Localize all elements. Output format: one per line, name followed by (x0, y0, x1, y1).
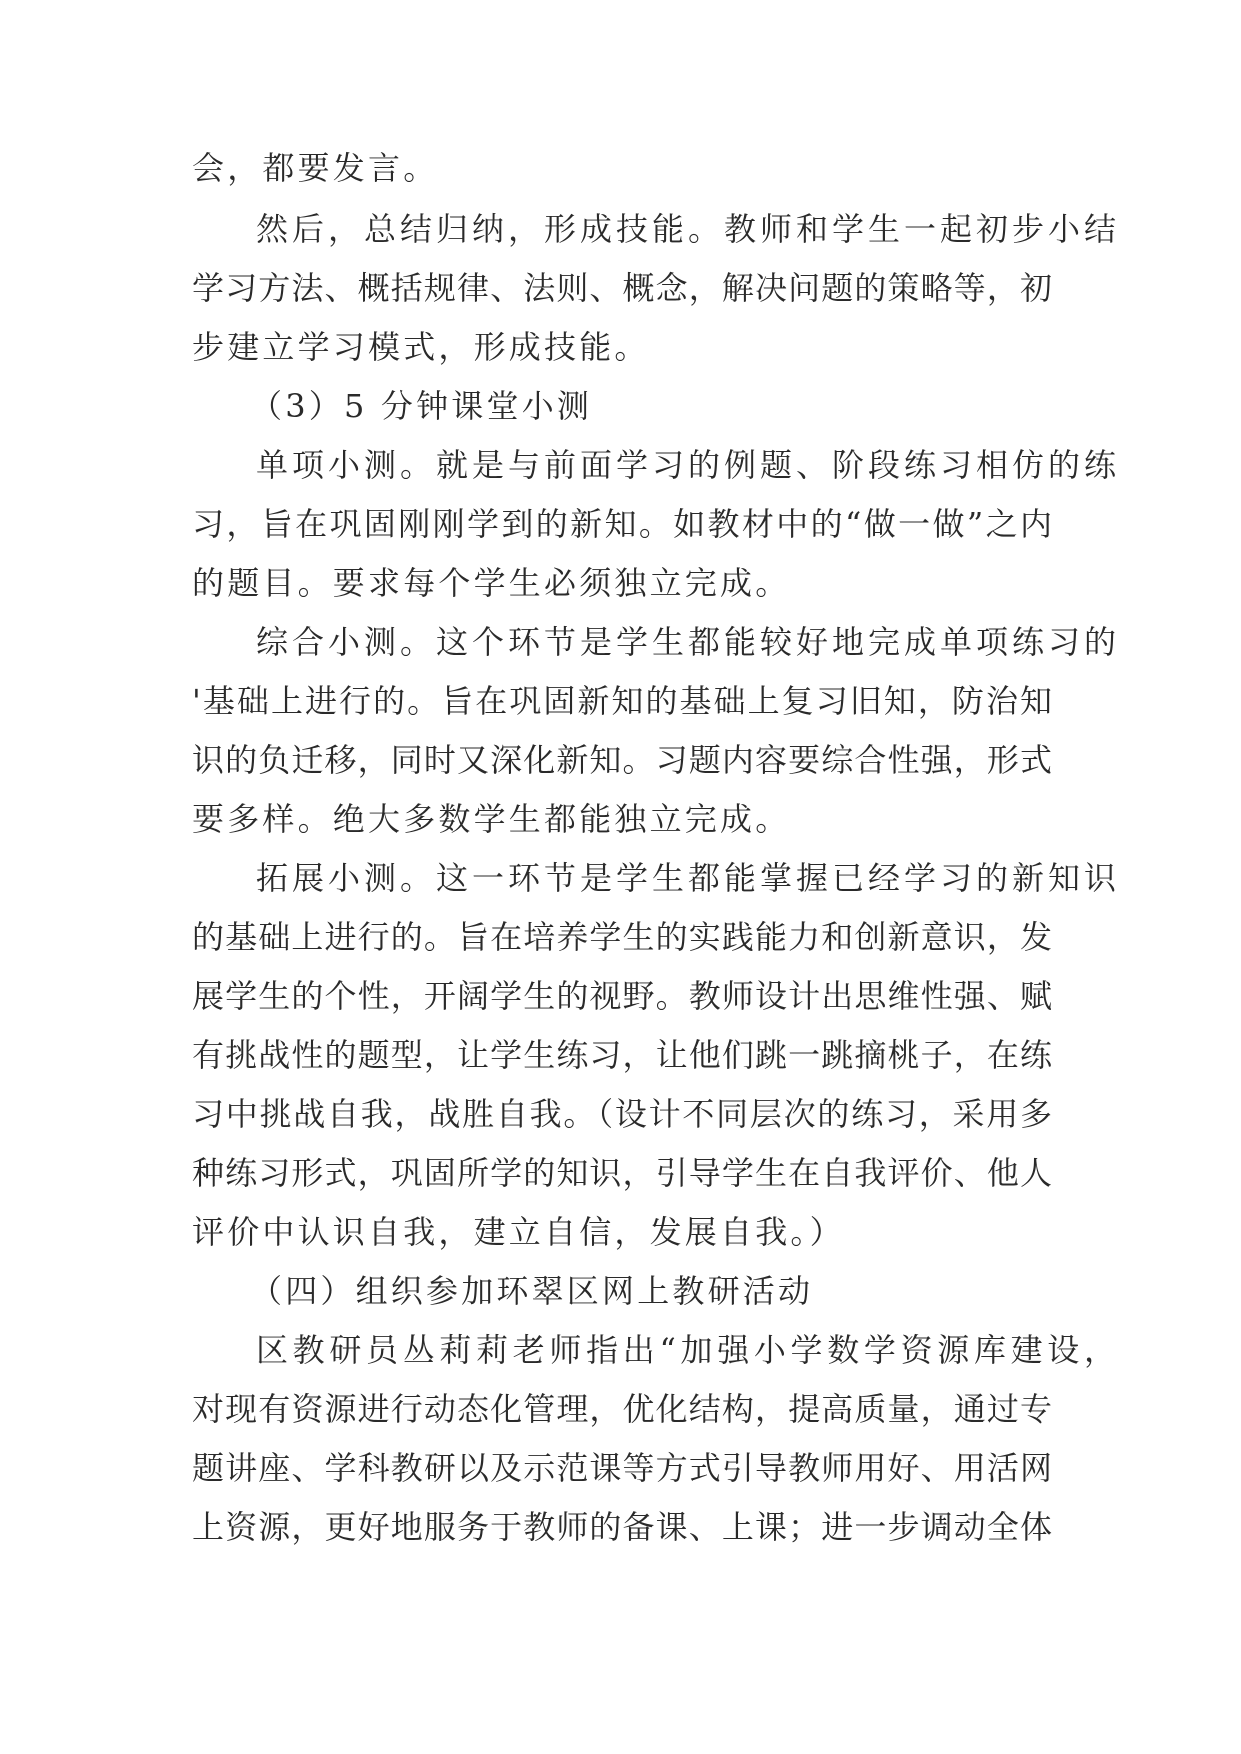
text-line: 习中挑战自我，战胜自我。（设计不同层次的练习，采用多 (192, 1095, 1052, 1133)
text-line: 展学生的个性，开阔学生的视野。教师设计出思维性强、赋 (192, 977, 1052, 1015)
text-line: 题讲座、学科教研以及示范课等方式引导教师用好、用活网 (192, 1449, 1052, 1487)
text-line: 评价中认识自我，建立自信，发展自我。） (192, 1213, 845, 1251)
text-line: 的题目。要求每个学生必须独立完成。 (192, 564, 791, 602)
text-line: 识的负迁移，同时又深化新知。习题内容要综合性强，形式 (192, 741, 1052, 779)
section-heading: （3）5 分钟课堂小测 (250, 387, 593, 425)
text-line: '基础上进行的。旨在巩固新知的基础上复习旧知，防治知 (192, 682, 1052, 720)
text-line: 对现有资源进行动态化管理，优化结构，提高质量，通过专 (192, 1390, 1052, 1428)
paragraph-first-line: 然后，总结归纳，形成技能。教师和学生一起初步小结 (256, 210, 1116, 248)
text-line: 习，旨在巩固刚刚学到的新知。如教材中的“做一做”之内 (192, 505, 1052, 543)
paragraph-first-line: 拓展小测。这一环节是学生都能掌握已经学习的新知识 (256, 859, 1116, 897)
text-line: 种练习形式，巩固所学的知识，引导学生在自我评价、他人 (192, 1154, 1052, 1192)
text-line: 有挑战性的题型，让学生练习，让他们跳一跳摘桃子，在练 (192, 1036, 1052, 1074)
paragraph-first-line: 区教研员丛莉莉老师指出“加强小学数学资源库建设， (256, 1331, 1116, 1369)
text-line: 要多样。绝大多数学生都能独立完成。 (192, 800, 791, 838)
text-line: 的基础上进行的。旨在培养学生的实践能力和创新意识，发 (192, 918, 1052, 956)
paragraph-first-line: 单项小测。就是与前面学习的例题、阶段练习相仿的练 (256, 446, 1116, 484)
paragraph-first-line: 综合小测。这个环节是学生都能较好地完成单项练习的 (256, 623, 1116, 661)
section-heading: （四）组织参加环翠区网上教研活动 (250, 1272, 814, 1310)
text-line: 上资源，更好地服务于教师的备课、上课；进一步调动全体 (192, 1508, 1052, 1546)
text-line: 会，都要发言。 (192, 149, 439, 187)
text-line: 学习方法、概括规律、法则、概念，解决问题的策略等，初 (192, 269, 1052, 307)
text-line: 步建立学习模式，形成技能。 (192, 328, 650, 366)
